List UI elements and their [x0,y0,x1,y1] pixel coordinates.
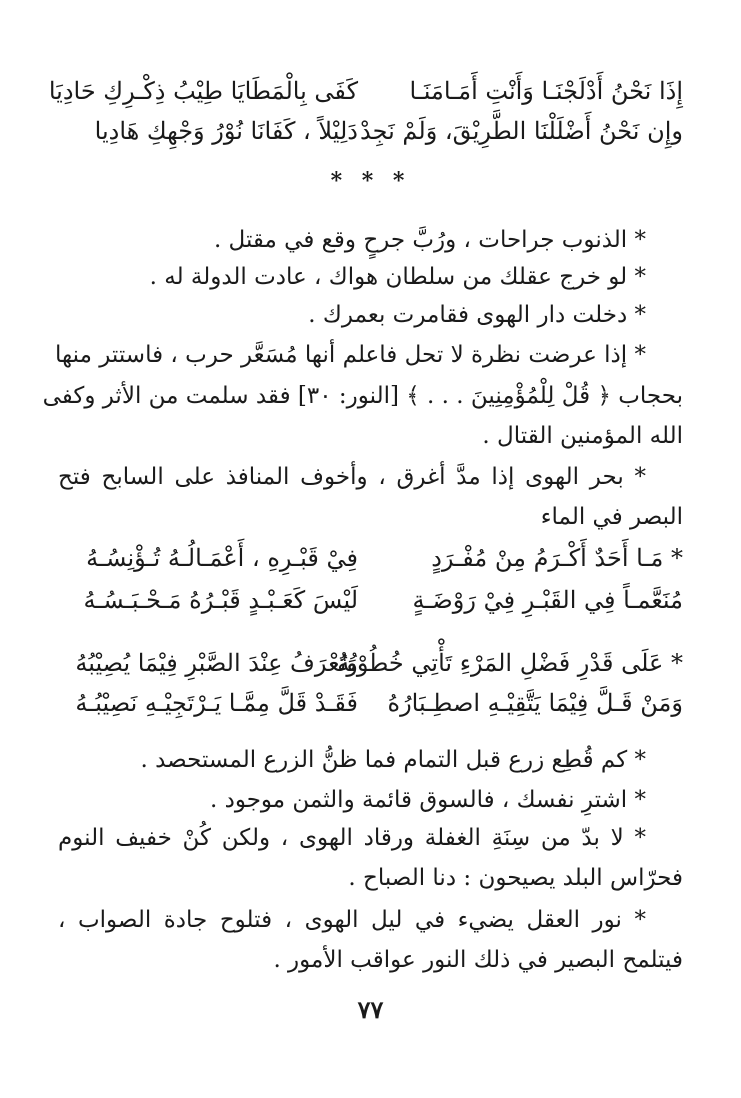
paragraph-line: * نور العقل يضيء في ليل الهوى ، فتلوح جادة الصواب ، [58,907,646,933]
verse-line [58,111,683,151]
page-number: ٧٧ [357,995,384,1024]
paragraph-line: * الذنوب جراحات ، ورُبَّ جرحٍ وقع في مقتل . [213,227,646,253]
verse-line [48,71,683,111]
paragraph-line: فيتلمح البصير في ذلك النور عواقب الأمور . [273,947,683,973]
paragraph-line: فحرّاس البلد يصيحون : دنا الصباح . [348,865,683,891]
verse-hemistich-second: دَلِيْلاً ، كَفَانَا نُوْرُ وَجْهِكِ هَادِيا [94,117,358,145]
verse-line [58,643,683,683]
verse-hemistich-first: * مَـا أَحَدٌ أَكْـرَمُ مِنْ مُفْـرَدٍ [431,544,683,572]
verse-line [58,683,683,723]
paragraph-line: البصر في الماء [540,504,683,530]
paragraph-line: * إذا عرضت نظرة لا تحل فاعلم أنها مُسَعَّر حرب ، فاستتر منها [55,342,646,368]
paragraph-line: * كم قُطِع زرع قبل التمام فما ظنُّ الزرع المستحصد . [140,747,646,773]
verse-line [58,538,683,578]
paragraph-line: * لا بدّ من سِنَةِ الغفلة ورقاد الهوى ، ولكن كُنْ خفيف النوم [58,825,646,851]
verse-hemistich-second: فِيْ قَبْـرِهِ ، أَعْمَـالُـهُ تُـؤْنِسُـهُ [86,544,358,572]
verse-hemistich-first: إِذَا نَحْنُ أَدْلَجْنَـا وَأَنْتِ أَمَـامَنَـا [409,77,683,105]
paragraph-line: * اشترِ نفسك ، فالسوق قائمة والثمن موجود . [209,787,646,813]
paragraph-line: * بحر الهوى إذا مدَّ أغرق ، وأخوف المنافذ على السابح فتح [58,464,646,490]
verse-hemistich-second: فَقَـدْ قَلَّ مِمَّـا يَـرْتَجِيْـهِ نَصِيْبُـهُ [75,689,358,717]
verse-hemistich-first: مُنَعَّمـاً فِي القَبْـرِ فِيْ رَوْضَـةٍ [412,586,683,614]
verse-line [58,580,683,620]
verse-hemistich-second: لَيْسَ كَعَـبْـدٍ قَبْـرُهُ مَـحْـبَـسُـهُ [83,586,358,614]
paragraph-line: * دخلت دار الهوى فقامرت بعمرك . [308,302,646,328]
verse-hemistich-second: كَفَى بِالْمَطَايَا طِيْبُ ذِكْـرِكِ حَادِيَا [48,77,358,105]
paragraph-line: الله المؤمنين القتال . [482,423,683,449]
paragraph-line: بحجاب ﴿ قُلْ لِلْمُؤْمِنِينَ . . . ﴾ [النور: ٣٠] فقد سلمت من الأثر وكفى [42,383,683,409]
verse-hemistich-first: وإِن نَحْنُ أَضْلَلْنَا الطَّرِيْقَ، وَلَمْ نَجِدْ [360,117,683,145]
paragraph-line: * لو خرج عقلك من سلطان هواك ، عادت الدولة له . [149,264,646,290]
verse-hemistich-first: وَمَنْ قَـلَّ فِيْمَا يَتَّقِيْـهِ اصطِـبَارُهُ [387,689,683,717]
section-divider: * * * [330,168,411,194]
verse-hemistich-first: * عَلَى قَدْرِ فَضْلِ المَرْءِ تَأْتِي خُطُوْبُهُ [337,649,683,677]
verse-hemistich-second: وَتُعْرَفُ عِنْدَ الصَّبْرِ فِيْمَا يُصِيْبُهُ [75,649,358,677]
